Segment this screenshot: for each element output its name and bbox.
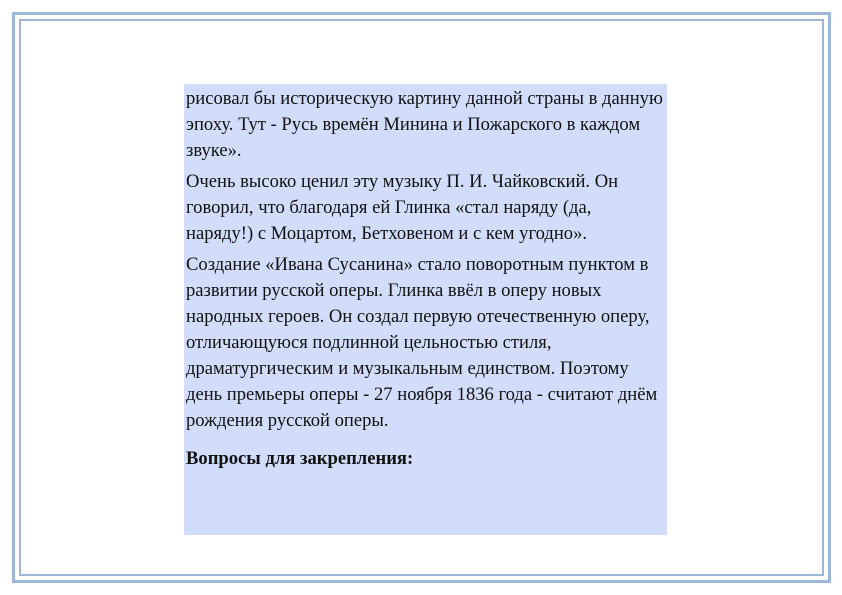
slide-text-block: [184, 84, 667, 535]
paragraph-intro-quote: рисовал бы историческую картину данной страны в данную эпоху. Тут - Русь времён Минина и Пожарского в каждом звуке».: [186, 88, 663, 161]
paragraph-tchaikovsky: Очень высоко ценил эту музыку П. И. Чайковский. Он говорил, что благодаря ей Глинка «стал наряду (да, наряду!) с Моцартом, Бетховеном и с кем угодно».: [186, 171, 619, 244]
questions-heading: Вопросы для закрепления:: [186, 448, 414, 469]
paragraph-opera-creation: Создание «Ивана Сусанина» стало поворотным пунктом в развитии русской оперы. Глинка ввёл в оперу новых народных героев. Он создал первую отечественную оперу, отличающуюся подлинной цельностью стиля, драматургическим и музыкальным единством. Поэтому день премьеры оперы - 27 ноября 1836 года - считают днём рождения русской оперы.: [186, 254, 658, 431]
